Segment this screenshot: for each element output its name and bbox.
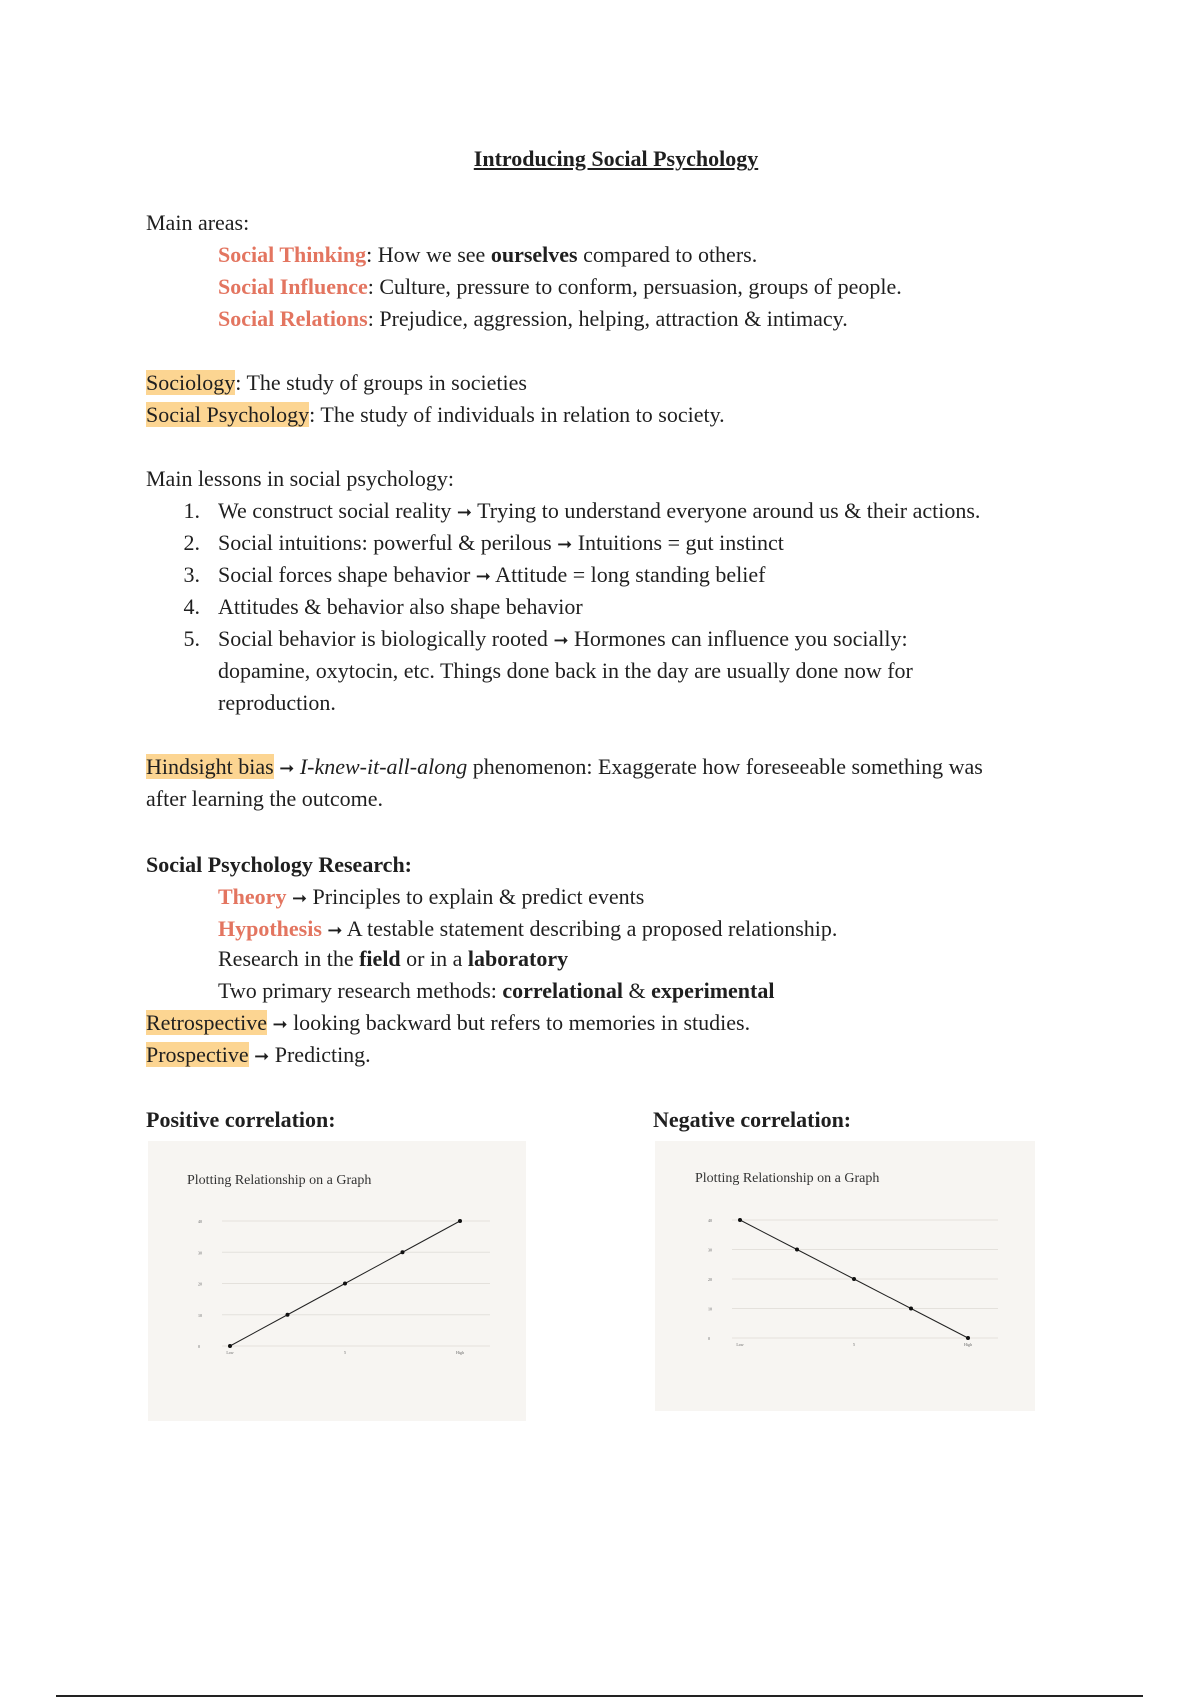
- x-tick-label: High: [456, 1350, 464, 1355]
- area-social-thinking: Social Thinking: How we see ourselves compared to others.: [218, 242, 758, 267]
- x-tick-label: 5: [344, 1350, 346, 1355]
- chart-svg: [148, 1141, 526, 1421]
- area-social-influence: Social Influence: Culture, pressure to conform, persuasion, groups of people.: [218, 274, 902, 299]
- term-social-psychology: Social Psychology: [146, 402, 310, 427]
- data-point: [286, 1313, 290, 1317]
- arrow-icon: ➞: [557, 534, 573, 555]
- data-point: [458, 1219, 462, 1223]
- data-point: [795, 1248, 799, 1252]
- lesson-item-5-cont: dopamine, oxytocin, etc. Things done back in the day are usually done now for: [218, 658, 913, 683]
- arrow-icon: ➞: [553, 630, 569, 651]
- research-prospective: Prospective ➞ Predicting.: [146, 1042, 371, 1067]
- term-theory: Theory: [218, 884, 287, 909]
- data-point: [966, 1336, 970, 1340]
- research-theory: Theory ➞ Principles to explain & predict events: [218, 884, 645, 909]
- research-hypothesis: Hypothesis ➞ A testable statement describing a proposed relationship.: [218, 916, 838, 941]
- data-point: [343, 1282, 347, 1286]
- data-point: [228, 1344, 232, 1348]
- y-tick-label: 0: [198, 1344, 200, 1349]
- term-retrospective: Retrospective: [146, 1010, 267, 1035]
- y-tick-label: 30: [198, 1250, 202, 1256]
- arrow-icon: ➞: [456, 502, 473, 523]
- y-tick-label: 0: [708, 1336, 710, 1341]
- arrow-icon: ➞: [291, 888, 308, 909]
- y-tick-label: 10: [198, 1312, 202, 1318]
- negative-correlation-chart: [655, 1141, 1035, 1411]
- term-hindsight-bias: Hindsight bias: [146, 754, 274, 779]
- y-tick-label: 40: [708, 1218, 712, 1223]
- research-heading: Social Psychology Research:: [146, 852, 413, 877]
- x-tick-label: 5: [853, 1342, 855, 1347]
- arrow-icon: ➞: [279, 758, 295, 779]
- document-page: Introducing Social Psychology Main areas: Social Thinking: How we see ourselves compared to others. Social Influence: Culture, pressure to conform, persuasion, groups of people. Social Relations: Prejudice, aggression, helping, attraction & intimacy. Sociology: The study of groups in societies Social Psychology: The study of individuals in relation to society. Main lessons in social psychology: 1. We construct social reality ➞ Trying to understand everyone around us & their actions. 2. Social intuitions: powerful & perilous ➞ Intuitions = gut instinct 3. Social forces shape behavior ➞ Attitude = long standing belief 4. Attitudes & behavior also shape behavior 5. Social behavior is biologically rooted ➞ Hormones can influence you socially: dopamine, oxytocin, etc. Things done back in the day are usually done now for reproduction. Hindsight bias ➞ I-knew-it-all-along phenomenon: Exaggerate how foreseeable something was after learning the outcome. Social Psychology Research: Theory ➞ Principles to explain & predict events Hypothesis ➞ A testable statement describing a proposed relationship. Research in the field or in a laboratory Two primary research methods: correlational & experimental Retrospective ➞ looking backward but refers to memories in studies. Prospective ➞ Predicting. Positive correlation: Negative correlation: Plotting Relationship on a Graph 0 10 20 30 40 Low 5 High Plotting Relationship on a Graph 0 10 20 30 40 Low 5 High: [0, 0, 1200, 1700]
- y-tick-label: 30: [708, 1247, 712, 1253]
- arrow-icon: ➞: [475, 566, 491, 587]
- research-methods: Two primary research methods: correlational & experimental: [218, 978, 775, 1003]
- lesson-item-5-cont2: reproduction.: [218, 690, 336, 715]
- definition-sociology: Sociology: The study of groups in societies: [146, 370, 527, 395]
- chart-title: Plotting Relationship on a Graph: [187, 1173, 372, 1188]
- y-tick-label: 20: [198, 1281, 202, 1287]
- x-tick-label: High: [964, 1342, 972, 1347]
- research-field: Research in the field or in a laboratory: [218, 946, 569, 971]
- arrow-icon: ➞: [327, 920, 343, 941]
- y-tick-label: 40: [198, 1219, 202, 1224]
- term-social-relations: Social Relations: [218, 306, 368, 331]
- positive-correlation-label: Positive correlation:: [146, 1107, 336, 1132]
- arrow-icon: ➞: [254, 1046, 270, 1067]
- negative-correlation-label: Negative correlation:: [653, 1107, 852, 1132]
- y-tick-label: 10: [708, 1306, 712, 1312]
- area-social-relations: Social Relations: Prejudice, aggression, helping, attraction & intimacy.: [218, 306, 848, 331]
- data-point: [401, 1250, 405, 1254]
- term-sociology: Sociology: [146, 370, 236, 395]
- definition-social-psychology: Social Psychology: The study of individuals in relation to society.: [146, 402, 725, 427]
- hindsight-bias-cont: after learning the outcome.: [146, 786, 384, 811]
- term-social-influence: Social Influence: [218, 274, 368, 299]
- research-retrospective: Retrospective ➞ looking backward but refers to memories in studies.: [146, 1010, 751, 1035]
- data-point: [738, 1218, 742, 1222]
- arrow-icon: ➞: [272, 1014, 288, 1035]
- term-social-thinking: Social Thinking: [218, 242, 367, 267]
- y-tick-label: 20: [708, 1277, 712, 1282]
- lessons-heading: Main lessons in social psychology:: [146, 466, 454, 491]
- positive-correlation-chart: [148, 1141, 526, 1421]
- chart-title: Plotting Relationship on a Graph: [695, 1171, 880, 1186]
- hindsight-bias: Hindsight bias ➞ I-knew-it-all-along phenomenon: Exaggerate how foreseeable something was: [146, 754, 983, 779]
- data-point: [852, 1277, 856, 1281]
- page-title: Introducing Social Psychology: [473, 146, 759, 171]
- data-point: [909, 1307, 913, 1311]
- main-areas-heading: Main areas:: [146, 210, 250, 235]
- chart-svg: [655, 1141, 1035, 1411]
- x-tick-label: Low: [736, 1342, 744, 1347]
- term-hypothesis: Hypothesis: [218, 916, 322, 941]
- term-prospective: Prospective: [146, 1042, 249, 1067]
- x-tick-label: Low: [226, 1350, 234, 1355]
- bottom-rule: [56, 1695, 1143, 1697]
